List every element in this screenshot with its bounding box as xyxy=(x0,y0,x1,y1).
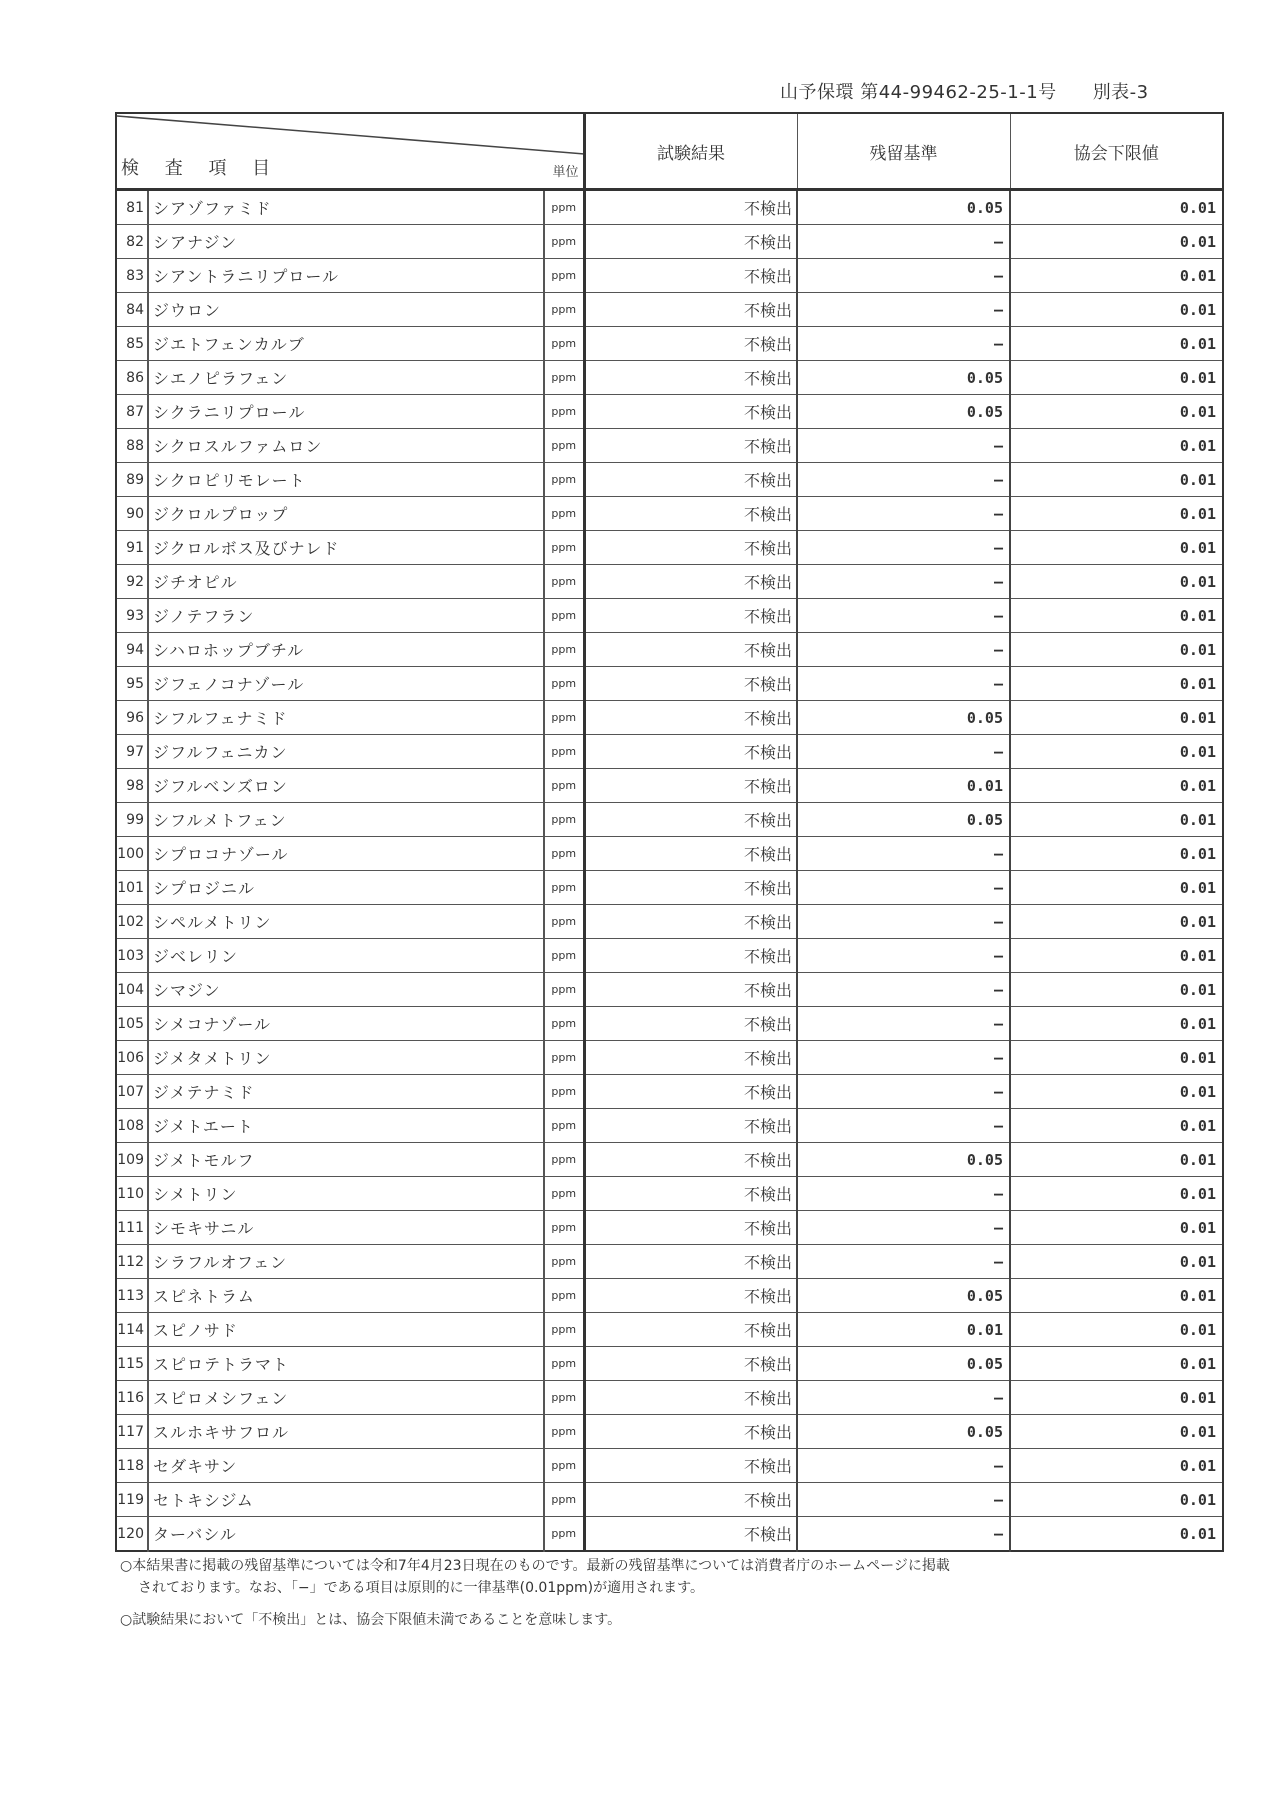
item-name: シプロコナゾール xyxy=(148,837,544,871)
table-body xyxy=(116,190,1223,1552)
lower-limit-cell: 0.01 xyxy=(1010,769,1223,803)
lower-limit-cell: 0.01 xyxy=(1010,1279,1223,1313)
item-name: スピノサド xyxy=(148,1313,544,1347)
row-number: 97 xyxy=(116,735,148,769)
unit-cell: ppm xyxy=(544,225,584,259)
lower-limit-cell: 0.01 xyxy=(1010,395,1223,429)
table-row xyxy=(116,1211,1223,1245)
residue-limit-cell: 0.05 xyxy=(797,361,1010,395)
item-name: シメコナゾール xyxy=(148,1007,544,1041)
unit-cell: ppm xyxy=(544,667,584,701)
residue-limit-cell: 0.05 xyxy=(797,1347,1010,1381)
residue-limit-cell: — xyxy=(797,837,1010,871)
residue-limit-cell: — xyxy=(797,939,1010,973)
table-row xyxy=(116,429,1223,463)
report-reference-header xyxy=(780,78,1220,104)
residue-limit-cell: — xyxy=(797,1007,1010,1041)
result-cell: 不検出 xyxy=(584,1007,797,1041)
result-cell: 不検出 xyxy=(584,293,797,327)
row-number: 119 xyxy=(116,1483,148,1517)
item-name: ジウロン xyxy=(148,293,544,327)
unit-cell: ppm xyxy=(544,1007,584,1041)
unit-cell: ppm xyxy=(544,1177,584,1211)
item-name: シフルメトフェン xyxy=(148,803,544,837)
unit-cell: ppm xyxy=(544,1143,584,1177)
result-cell: 不検出 xyxy=(584,531,797,565)
row-number: 95 xyxy=(116,667,148,701)
table-header-row xyxy=(116,113,1223,190)
item-name: ジメトモルフ xyxy=(148,1143,544,1177)
row-number: 82 xyxy=(116,225,148,259)
residue-limit-cell: — xyxy=(797,1075,1010,1109)
table-row xyxy=(116,1245,1223,1279)
lower-limit-cell: 0.01 xyxy=(1010,1483,1223,1517)
lower-limit-cell: 0.01 xyxy=(1010,497,1223,531)
item-header-label: 検 査 項 目 xyxy=(121,158,281,179)
table-row xyxy=(116,1041,1223,1075)
residue-limit-cell: 0.05 xyxy=(797,1415,1010,1449)
table-row xyxy=(116,1143,1223,1177)
table-row xyxy=(116,1177,1223,1211)
unit-cell: ppm xyxy=(544,259,584,293)
unit-cell: ppm xyxy=(544,429,584,463)
result-cell: 不検出 xyxy=(584,190,797,225)
row-number: 117 xyxy=(116,1415,148,1449)
item-name: ジクロルボス及びナレド xyxy=(148,531,544,565)
residue-limit-cell: — xyxy=(797,1381,1010,1415)
row-number: 85 xyxy=(116,327,148,361)
row-number: 108 xyxy=(116,1109,148,1143)
table-row xyxy=(116,1449,1223,1483)
row-number: 114 xyxy=(116,1313,148,1347)
table-row xyxy=(116,735,1223,769)
residue-limit-cell: 0.05 xyxy=(797,803,1010,837)
lower-limit-cell: 0.01 xyxy=(1010,803,1223,837)
lower-limit-cell: 0.01 xyxy=(1010,633,1223,667)
item-name: ジノテフラン xyxy=(148,599,544,633)
row-number: 92 xyxy=(116,565,148,599)
item-name: シハロホップブチル xyxy=(148,633,544,667)
unit-cell: ppm xyxy=(544,633,584,667)
row-number: 120 xyxy=(116,1517,148,1552)
item-name: ターバシル xyxy=(148,1517,544,1552)
lower-limit-cell: 0.01 xyxy=(1010,429,1223,463)
item-name: ジチオピル xyxy=(148,565,544,599)
unit-cell: ppm xyxy=(544,803,584,837)
lower-limit-cell: 0.01 xyxy=(1010,361,1223,395)
item-name: シクロスルファムロン xyxy=(148,429,544,463)
result-cell: 不検出 xyxy=(584,225,797,259)
item-name: ジフルベンズロン xyxy=(148,769,544,803)
lower-limit-cell: 0.01 xyxy=(1010,225,1223,259)
residue-limit-cell: — xyxy=(797,1517,1010,1552)
result-cell: 不検出 xyxy=(584,1075,797,1109)
result-cell: 不検出 xyxy=(584,1517,797,1552)
residue-limit-cell: 0.05 xyxy=(797,701,1010,735)
table-row xyxy=(116,293,1223,327)
table-row xyxy=(116,190,1223,225)
unit-cell: ppm xyxy=(544,395,584,429)
residue-limit-cell: — xyxy=(797,1211,1010,1245)
unit-cell: ppm xyxy=(544,1449,584,1483)
unit-cell: ppm xyxy=(544,1347,584,1381)
result-cell: 不検出 xyxy=(584,429,797,463)
item-name: ジベレリン xyxy=(148,939,544,973)
lower-limit-cell: 0.01 xyxy=(1010,1245,1223,1279)
lower-limit-cell: 0.01 xyxy=(1010,871,1223,905)
row-number: 104 xyxy=(116,973,148,1007)
table-row xyxy=(116,259,1223,293)
row-number: 91 xyxy=(116,531,148,565)
row-number: 111 xyxy=(116,1211,148,1245)
unit-cell: ppm xyxy=(544,871,584,905)
unit-cell: ppm xyxy=(544,1313,584,1347)
table-row xyxy=(116,905,1223,939)
row-number: 100 xyxy=(116,837,148,871)
item-name: シペルメトリン xyxy=(148,905,544,939)
residue-limit-cell: — xyxy=(797,1109,1010,1143)
result-column-header: 試験結果 xyxy=(584,113,797,190)
item-name: ジメテナミド xyxy=(148,1075,544,1109)
lower-limit-cell: 0.01 xyxy=(1010,1415,1223,1449)
result-cell: 不検出 xyxy=(584,973,797,1007)
result-cell: 不検出 xyxy=(584,1449,797,1483)
residue-limit-cell: — xyxy=(797,1041,1010,1075)
result-cell: 不検出 xyxy=(584,361,797,395)
result-cell: 不検出 xyxy=(584,1279,797,1313)
table-row xyxy=(116,463,1223,497)
row-number: 96 xyxy=(116,701,148,735)
lower-limit-cell: 0.01 xyxy=(1010,1347,1223,1381)
unit-cell: ppm xyxy=(544,565,584,599)
table-row xyxy=(116,871,1223,905)
residue-limit-cell: 0.05 xyxy=(797,395,1010,429)
item-name: シクロピリモレート xyxy=(148,463,544,497)
row-number: 98 xyxy=(116,769,148,803)
item-name: ジエトフェンカルブ xyxy=(148,327,544,361)
result-cell: 不検出 xyxy=(584,1177,797,1211)
residue-limit-cell: — xyxy=(797,1245,1010,1279)
row-number: 103 xyxy=(116,939,148,973)
row-number: 84 xyxy=(116,293,148,327)
result-cell: 不検出 xyxy=(584,497,797,531)
table-row xyxy=(116,361,1223,395)
table-row xyxy=(116,939,1223,973)
row-number: 81 xyxy=(116,190,148,225)
item-name: セダキサン xyxy=(148,1449,544,1483)
result-cell: 不検出 xyxy=(584,1483,797,1517)
row-number: 87 xyxy=(116,395,148,429)
residue-limit-cell: — xyxy=(797,973,1010,1007)
result-cell: 不検出 xyxy=(584,633,797,667)
table-row xyxy=(116,327,1223,361)
unit-cell: ppm xyxy=(544,973,584,1007)
table-row xyxy=(116,395,1223,429)
item-name: シクラニリプロール xyxy=(148,395,544,429)
item-name: シプロジニル xyxy=(148,871,544,905)
result-cell: 不検出 xyxy=(584,259,797,293)
residue-limit-cell: — xyxy=(797,667,1010,701)
unit-cell: ppm xyxy=(544,735,584,769)
unit-cell: ppm xyxy=(544,599,584,633)
unit-cell: ppm xyxy=(544,531,584,565)
lower-limit-cell: 0.01 xyxy=(1010,701,1223,735)
footnote-1-line-2: されております。なお、「−」である項目は原則的に一律基準(0.01ppm)が適用されます。 xyxy=(138,1580,704,1596)
lower-limit-cell: 0.01 xyxy=(1010,1143,1223,1177)
result-cell: 不検出 xyxy=(584,565,797,599)
result-cell: 不検出 xyxy=(584,1143,797,1177)
lower-limit-cell: 0.01 xyxy=(1010,1109,1223,1143)
unit-cell: ppm xyxy=(544,190,584,225)
residue-limit-cell: — xyxy=(797,259,1010,293)
row-number: 99 xyxy=(116,803,148,837)
result-cell: 不検出 xyxy=(584,1041,797,1075)
item-name: シフルフェナミド xyxy=(148,701,544,735)
result-cell: 不検出 xyxy=(584,463,797,497)
residue-limit-cell: — xyxy=(797,599,1010,633)
result-cell: 不検出 xyxy=(584,1211,797,1245)
lower-limit-cell: 0.01 xyxy=(1010,837,1223,871)
unit-cell: ppm xyxy=(544,905,584,939)
row-number: 94 xyxy=(116,633,148,667)
row-number: 110 xyxy=(116,1177,148,1211)
residue-limit-cell: — xyxy=(797,1177,1010,1211)
row-number: 116 xyxy=(116,1381,148,1415)
unit-cell: ppm xyxy=(544,327,584,361)
residue-limit-cell: — xyxy=(797,871,1010,905)
result-cell: 不検出 xyxy=(584,701,797,735)
unit-cell: ppm xyxy=(544,1075,584,1109)
residue-limit-cell: 0.05 xyxy=(797,1279,1010,1313)
unit-cell: ppm xyxy=(544,1415,584,1449)
residue-limit-cell: — xyxy=(797,1483,1010,1517)
reference-number: 山予保環 第44-99462-25-1-1号 xyxy=(780,82,1057,103)
table-row xyxy=(116,633,1223,667)
result-cell: 不検出 xyxy=(584,395,797,429)
item-name: スピロテトラマト xyxy=(148,1347,544,1381)
result-cell: 不検出 xyxy=(584,939,797,973)
result-cell: 不検出 xyxy=(584,667,797,701)
table-row xyxy=(116,1075,1223,1109)
sheet-label: 別表-3 xyxy=(1092,82,1149,103)
residue-limit-cell: — xyxy=(797,327,1010,361)
unit-cell: ppm xyxy=(544,939,584,973)
table-row xyxy=(116,1381,1223,1415)
item-name: ジメタメトリン xyxy=(148,1041,544,1075)
row-number: 93 xyxy=(116,599,148,633)
row-number: 118 xyxy=(116,1449,148,1483)
lower-limit-cell: 0.01 xyxy=(1010,599,1223,633)
unit-cell: ppm xyxy=(544,463,584,497)
row-number: 86 xyxy=(116,361,148,395)
unit-cell: ppm xyxy=(544,293,584,327)
result-cell: 不検出 xyxy=(584,871,797,905)
table-row xyxy=(116,769,1223,803)
lower-limit-cell: 0.01 xyxy=(1010,565,1223,599)
row-number: 109 xyxy=(116,1143,148,1177)
item-name: シエノピラフェン xyxy=(148,361,544,395)
residue-limit-cell: — xyxy=(797,497,1010,531)
unit-cell: ppm xyxy=(544,1041,584,1075)
unit-cell: ppm xyxy=(544,837,584,871)
table-row xyxy=(116,531,1223,565)
lower-limit-cell: 0.01 xyxy=(1010,463,1223,497)
lower-limit-cell: 0.01 xyxy=(1010,1075,1223,1109)
result-cell: 不検出 xyxy=(584,905,797,939)
residue-limit-cell: — xyxy=(797,225,1010,259)
residue-limit-cell: — xyxy=(797,463,1010,497)
lower-limit-cell: 0.01 xyxy=(1010,1313,1223,1347)
lower-limit-cell: 0.01 xyxy=(1010,905,1223,939)
lower-limit-cell: 0.01 xyxy=(1010,1007,1223,1041)
residue-limit-cell: — xyxy=(797,1449,1010,1483)
residue-limit-cell: 0.01 xyxy=(797,1313,1010,1347)
table-row xyxy=(116,1483,1223,1517)
unit-cell: ppm xyxy=(544,1483,584,1517)
table-row xyxy=(116,1007,1223,1041)
table-row xyxy=(116,1517,1223,1552)
unit-cell: ppm xyxy=(544,701,584,735)
table-row xyxy=(116,667,1223,701)
result-cell: 不検出 xyxy=(584,1313,797,1347)
item-name: シモキサニル xyxy=(148,1211,544,1245)
footnote-residue-standard xyxy=(120,1555,1180,1599)
row-number: 113 xyxy=(116,1279,148,1313)
lower-limit-cell: 0.01 xyxy=(1010,735,1223,769)
table-row xyxy=(116,837,1223,871)
row-number: 83 xyxy=(116,259,148,293)
item-name: ジフルフェニカン xyxy=(148,735,544,769)
row-number: 112 xyxy=(116,1245,148,1279)
residue-limit-cell: 0.01 xyxy=(797,769,1010,803)
result-cell: 不検出 xyxy=(584,599,797,633)
table-row xyxy=(116,1347,1223,1381)
item-name: スピネトラム xyxy=(148,1279,544,1313)
unit-cell: ppm xyxy=(544,769,584,803)
lower-limit-cell: 0.01 xyxy=(1010,1211,1223,1245)
item-name: スルホキサフロル xyxy=(148,1415,544,1449)
residue-limit-cell: 0.05 xyxy=(797,190,1010,225)
table-row xyxy=(116,803,1223,837)
unit-cell: ppm xyxy=(544,497,584,531)
lower-limit-cell: 0.01 xyxy=(1010,1177,1223,1211)
row-number: 106 xyxy=(116,1041,148,1075)
pesticide-residue-table xyxy=(115,112,1224,1552)
item-name: セトキシジム xyxy=(148,1483,544,1517)
item-name: シラフルオフェン xyxy=(148,1245,544,1279)
unit-cell: ppm xyxy=(544,1279,584,1313)
row-number: 101 xyxy=(116,871,148,905)
table-row xyxy=(116,599,1223,633)
item-name: シアゾファミド xyxy=(148,190,544,225)
footnote-not-detected: ○試験結果において「不検出」とは、協会下限値未満であることを意味します。 xyxy=(120,1612,622,1628)
footnote-1-line-1: ○本結果書に掲載の残留基準については令和7年4月23日現在のものです。最新の残留基準については消費者庁のホームページに掲載 xyxy=(120,1558,950,1574)
unit-cell: ppm xyxy=(544,1211,584,1245)
table-row xyxy=(116,1313,1223,1347)
unit-cell: ppm xyxy=(544,1245,584,1279)
row-number: 89 xyxy=(116,463,148,497)
residue-limit-cell: — xyxy=(797,429,1010,463)
row-number: 107 xyxy=(116,1075,148,1109)
row-number: 115 xyxy=(116,1347,148,1381)
result-cell: 不検出 xyxy=(584,769,797,803)
item-name: ジクロルプロップ xyxy=(148,497,544,531)
result-cell: 不検出 xyxy=(584,1347,797,1381)
table-row xyxy=(116,565,1223,599)
row-number: 105 xyxy=(116,1007,148,1041)
lower-limit-cell: 0.01 xyxy=(1010,1041,1223,1075)
item-column-header xyxy=(116,113,584,190)
table-row xyxy=(116,1279,1223,1313)
result-cell: 不検出 xyxy=(584,1245,797,1279)
lower-limit-cell: 0.01 xyxy=(1010,531,1223,565)
limit-column-header: 残留基準 xyxy=(797,113,1010,190)
result-cell: 不検出 xyxy=(584,837,797,871)
lower-limit-cell: 0.01 xyxy=(1010,259,1223,293)
result-cell: 不検出 xyxy=(584,1109,797,1143)
item-name: シマジン xyxy=(148,973,544,1007)
item-name: ジフェノコナゾール xyxy=(148,667,544,701)
unit-cell: ppm xyxy=(544,361,584,395)
item-name: シメトリン xyxy=(148,1177,544,1211)
row-number: 102 xyxy=(116,905,148,939)
lower-limit-cell: 0.01 xyxy=(1010,667,1223,701)
result-cell: 不検出 xyxy=(584,735,797,769)
residue-limit-cell: — xyxy=(797,633,1010,667)
residue-limit-cell: — xyxy=(797,735,1010,769)
lower-limit-cell: 0.01 xyxy=(1010,1449,1223,1483)
lower-limit-cell: 0.01 xyxy=(1010,939,1223,973)
unit-cell: ppm xyxy=(544,1381,584,1415)
result-cell: 不検出 xyxy=(584,1381,797,1415)
item-name: スピロメシフェン xyxy=(148,1381,544,1415)
lower-column-header: 協会下限値 xyxy=(1010,113,1223,190)
unit-header-label: 単位 xyxy=(552,165,579,180)
item-name: ジメトエート xyxy=(148,1109,544,1143)
lower-limit-cell: 0.01 xyxy=(1010,1517,1223,1552)
footnotes xyxy=(120,1555,1180,1641)
table-row xyxy=(116,497,1223,531)
row-number: 88 xyxy=(116,429,148,463)
residue-limit-cell: — xyxy=(797,905,1010,939)
lower-limit-cell: 0.01 xyxy=(1010,327,1223,361)
result-cell: 不検出 xyxy=(584,327,797,361)
table-row xyxy=(116,225,1223,259)
lower-limit-cell: 0.01 xyxy=(1010,973,1223,1007)
unit-cell: ppm xyxy=(544,1517,584,1552)
result-cell: 不検出 xyxy=(584,803,797,837)
residue-limit-cell: 0.05 xyxy=(797,1143,1010,1177)
lower-limit-cell: 0.01 xyxy=(1010,1381,1223,1415)
lower-limit-cell: 0.01 xyxy=(1010,190,1223,225)
residue-limit-cell: — xyxy=(797,531,1010,565)
item-name: シアナジン xyxy=(148,225,544,259)
item-name: シアントラニリプロール xyxy=(148,259,544,293)
table-row xyxy=(116,1109,1223,1143)
unit-cell: ppm xyxy=(544,1109,584,1143)
lower-limit-cell: 0.01 xyxy=(1010,293,1223,327)
result-cell: 不検出 xyxy=(584,1415,797,1449)
table-row xyxy=(116,973,1223,1007)
table-row xyxy=(116,701,1223,735)
row-number: 90 xyxy=(116,497,148,531)
residue-limit-cell: — xyxy=(797,565,1010,599)
table-row xyxy=(116,1415,1223,1449)
residue-limit-cell: — xyxy=(797,293,1010,327)
